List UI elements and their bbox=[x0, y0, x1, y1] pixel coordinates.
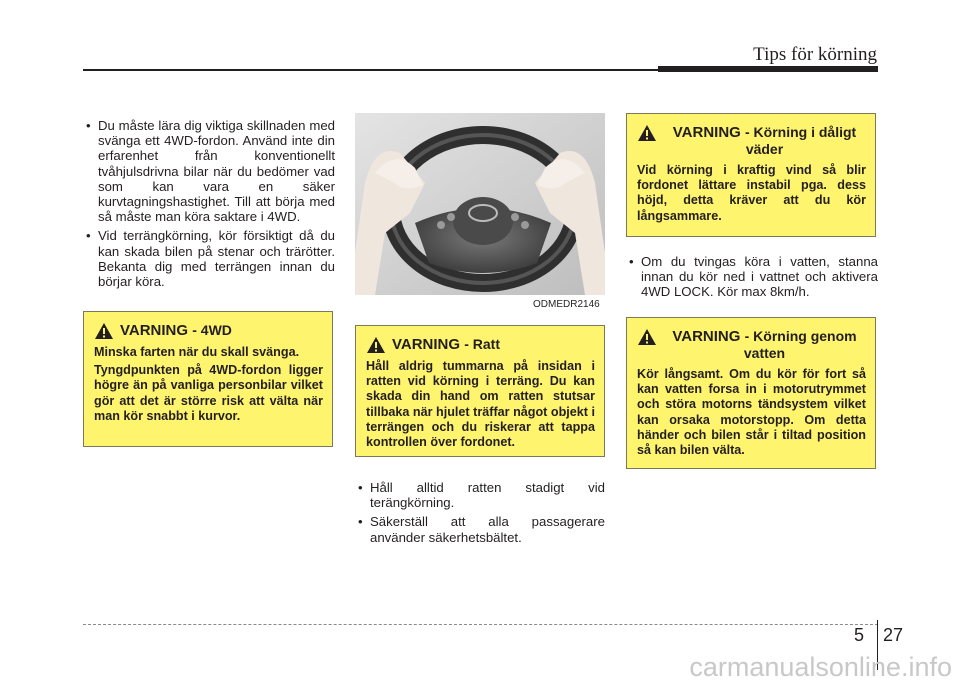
footer-rule bbox=[83, 624, 878, 625]
steering-wheel-illustration bbox=[355, 113, 605, 295]
warning-text: Tyngdpunkten på 4WD-fordon ligger högre än på vanliga personbilar vilket gör att det är större risk att välta när man kör snabbt i kurvor. bbox=[94, 363, 323, 423]
warning-label: VARNING bbox=[392, 336, 461, 353]
column-3-text bbox=[626, 254, 878, 304]
warning-box-water bbox=[626, 317, 876, 469]
warning-text: Håll aldrig tummarna på insidan i ratten vid körning i terräng. Du kan skada din hand om ratten stutsar tillbaka när hjulet träffar något objekt i terrängen och du riskerar att tappa kontrollen över fordonet. bbox=[366, 359, 595, 450]
bullet-item: • Säkerställ att alla passagerare använder säkerhetsbältet. bbox=[355, 514, 605, 544]
page-number: 27 bbox=[883, 625, 904, 645]
warning-triangle-icon bbox=[366, 336, 386, 354]
warning-heading bbox=[637, 328, 866, 362]
warning-subject: - Körning genom vatten bbox=[743, 328, 857, 361]
warning-box-bad-weather bbox=[626, 113, 876, 237]
warning-text: Kör långsamt. Om du kör för fort så kan vatten forsa in i motorutrymmet och störa motorns tändsystem vilket kan orsaka motorstopp. Om detta händer och bilen står i tiltad position så kan bilen välta. bbox=[637, 367, 866, 458]
steering-wheel-image bbox=[355, 113, 605, 295]
warning-label: VARNING bbox=[672, 328, 741, 345]
bullet-item: • Vid terrängkörning, kör försiktigt då du kan skada bilen på stenar och trärötter. Bekanta dig med terrängen innan du börjar köra. bbox=[83, 228, 335, 289]
bullet-item: • Om du tvingas köra i vatten, stanna innan du kör ned i vattnet och aktivera 4WD LOCK. Kör max 8km/h. bbox=[626, 254, 878, 300]
chapter-number: 5 bbox=[854, 625, 865, 645]
header-rule-accent bbox=[658, 66, 878, 72]
warning-triangle-icon bbox=[637, 328, 657, 346]
warning-triangle-icon bbox=[94, 322, 114, 340]
warning-heading bbox=[366, 336, 595, 354]
warning-box-steering bbox=[355, 325, 605, 457]
warning-label: VARNING bbox=[672, 124, 741, 141]
warning-box-4wd bbox=[83, 311, 333, 447]
bullet-item: • Håll alltid ratten stadigt vid terängkörning. bbox=[355, 480, 605, 510]
column-1-text bbox=[83, 118, 335, 293]
bullet-item: • Du måste lära dig viktiga skillnaden med svänga ett 4WD-fordon. Använd inte din erfarenhet från konventionellt tvåhjulsdrivna bilar när du bedömer vad som kan vara en säker kurvtagningshastighet. Till att börja med så måste man köra saktare i 4WD. bbox=[83, 118, 335, 224]
column-2-text bbox=[355, 480, 605, 549]
warning-text: Minska farten när du skall svänga. bbox=[94, 345, 300, 359]
warning-subject: - Ratt bbox=[464, 336, 501, 352]
warning-label: VARNING bbox=[120, 322, 189, 339]
warning-subject: - 4WD bbox=[192, 322, 232, 338]
warning-subject: - Körning i dåligt väder bbox=[745, 124, 857, 157]
warning-triangle-icon bbox=[637, 124, 657, 142]
page-header-title: Tips för körning bbox=[753, 44, 877, 65]
warning-heading bbox=[637, 124, 866, 158]
warning-heading bbox=[94, 322, 323, 340]
image-caption: ODMEDR2146 bbox=[533, 299, 600, 310]
watermark: carmanualsonline.info bbox=[689, 652, 952, 682]
warning-text: Vid körning i kraftig vind så blir fordonet lättare instabil pga. dess höjd, detta kräver att du kör långsammare. bbox=[637, 163, 866, 223]
